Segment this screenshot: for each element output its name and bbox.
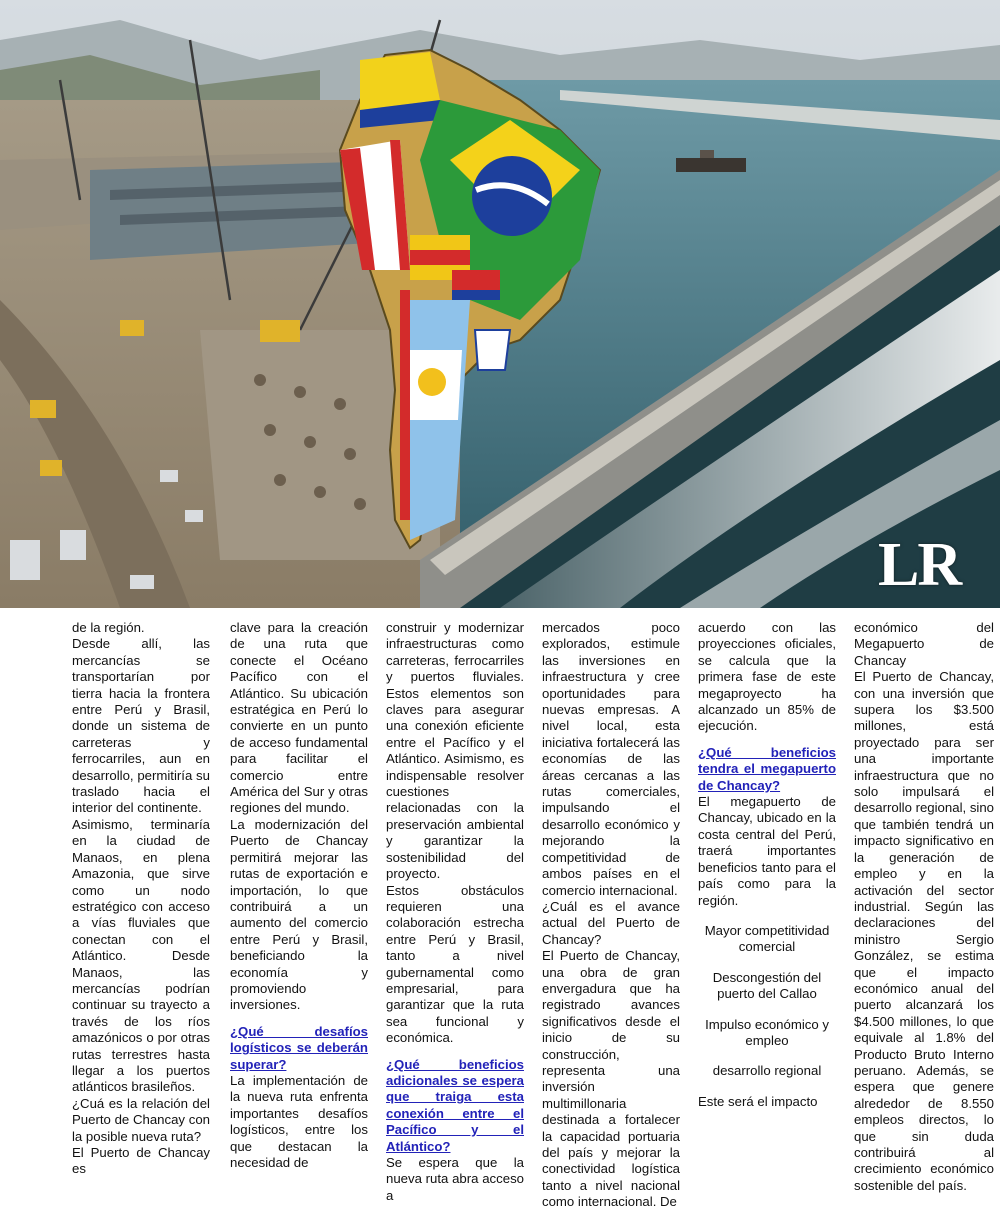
lr-logo: LR [878,531,961,599]
paragraph: El Puerto de Chancay es [72,1145,210,1177]
benefit-item: Mayor competitividad comercial [704,922,830,955]
paragraph: clave para la creación de una ruta que conecte el Océano Pacífico con el Atlántico. Su ubicación estratégica en Perú lo convierte en un punto de acceso fundamental para facilitar el comercio entre América del Sur y otras regiones del mundo. [230,620,368,816]
section-heading: ¿Qué desafíos logísticos se deberán superar? [230,1023,368,1072]
paragraph: El megapuerto de Chancay, ubicado en la costa central del Perú, traerá importantes beneficios tanto para el país como para la región. [698,794,836,908]
paragraph: La implementación de la nueva ruta enfrenta importantes desafíos logísticos, entre los que destacan la necesidad de [230,1072,368,1170]
article-column-4 [542,620,680,1210]
benefit-item: Impulso económico y empleo [705,1016,829,1048]
paragraph: ¿Cuál es el avance actual del Puerto de Chancay? [542,898,680,947]
paragraph: mercados poco explorados, estimule las inversiones en infraestructura y cree oportunidades para nuevas empresas. A nivel local, esta iniciativa fortalecerá las economías de las áreas cercanas a las rutas comerciales, impulsando el desarrollo económico y mejorando la competitividad de ambos países en el comercio internacional. [542,620,680,898]
benefit-item: Descongestión del puerto del Callao [712,969,822,1002]
paragraph: El Puerto de Chancay, una obra de gran envergadura que ha registrado avances significativos desde el inicio de su construcción, representa una inversión multimillonaria destinada a fortalecer la capacidad portuaria del país y mejorar la conectividad logística tanto a nivel nacional como internacional. De [542,948,680,1210]
paragraph: Estos obstáculos requieren una colaboración estrecha entre Perú y Brasil, tanto a nivel gubernamental como empresarial, para garantizar que la ruta sea funcional y económica. [386,882,524,1046]
paragraph: Desde allí, las mercancías se transportarían por tierra hacia la frontera entre Perú y Brasil, donde un sistema de carreteras y ferrocarriles, aun en desarrollo, permitiría su traslado hacia el interior del continente. [72,636,210,816]
article-column-1 [72,620,210,1177]
paragraph: Se espera que la nueva ruta abra acceso a [386,1155,524,1203]
paragraph: Este será el impacto [698,1093,818,1109]
article-column-3 [386,620,524,1203]
paragraph: ¿Cuá es la relación del Puerto de Chancay con la posible nueva ruta? [72,1095,210,1144]
article-column-2 [230,620,368,1170]
article-column-5 [698,620,836,1120]
paragraph: El Puerto de Chancay, con una inversión que supera los $3.500 millones, está proyectado para ser una importante infraestructura que no solo impulsará el desarrollo regional, sino que también tendrá un impacto significativo en la generación de empleo y en la activación del sector industrial. Según las declaraciones del ministro Sergio González, se estima que el impacto económico anual del puerto alcanzará los $4.500 millones, lo que equivale al 1.8% del Producto Bruto Interno peruano. Además, se espera que genere alrededor de 8.550 empleos directos, lo que sin duda contribuirá al crecimiento económico sostenible del país. [854,669,995,1193]
section-heading: ¿Qué beneficios adicionales se espera que traiga esta conexión entre el Pacífico y el Atlántico? [386,1056,524,1154]
article-body [72,620,995,1210]
paragraph: Asimismo, terminaría en la ciudad de Manaos, en plena Amazonia, que sirve como un nodo estratégico con acceso a vías fluviales que conectan con el Atlántico. Desde Manaos, las mercancías podrían continuar su trayecto a través de los ríos amazónicos o por otras rutas terrestres hasta llegar a los puertos atlánticos brasileños. [72,816,210,1095]
article-column-6 [854,620,995,1193]
benefit-item: desarrollo regional [712,1063,822,1079]
paragraph: acuerdo con las proyecciones oficiales, se calcula que la primera fase de este megaproyecto ha alcanzado un 85% de ejecución. [698,620,836,734]
paragraph: de la región. [72,620,145,635]
paragraph: construir y modernizar infraestructuras como carreteras, ferrocarriles y puertos fluviales. Estos elementos son claves para asegurar una conexión eficiente entre el Pacífico y el Atlántico. Asimismo, es indispensable resolver cuestiones relacionadas con la preservación ambiental y garantizar la sostenibilidad del proyecto. [386,620,524,882]
paragraph: económico del Megapuerto de Chancay [854,620,994,668]
section-heading: ¿Qué beneficios tendra el megapuerto de Chancay? [698,744,836,793]
paragraph: La modernización del Puerto de Chancay permitirá mejorar las rutas de exportación e importación, lo que contribuirá a un aumento del comercio entre Perú y Brasil, beneficiando la economía y promoviendo inversiones. [230,816,368,1013]
